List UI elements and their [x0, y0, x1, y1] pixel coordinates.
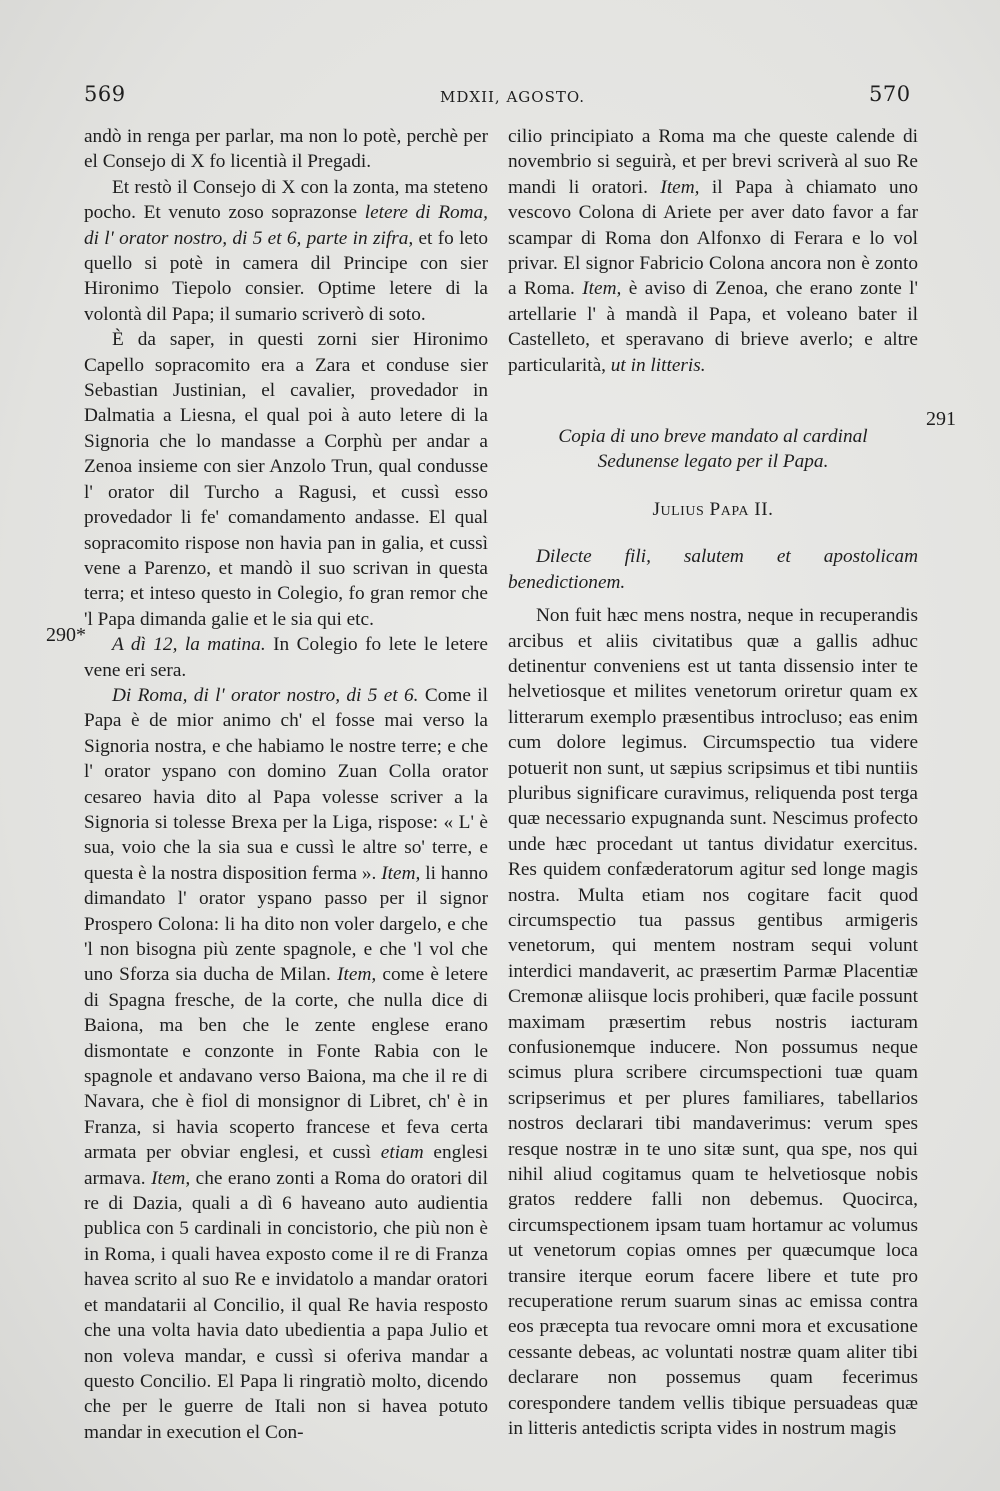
right-column: [508, 124, 918, 1442]
paragraph: È da saper, in questi zorni sier Hironimo Capello sopracomito era a Zara et conduse sier Sebastian Justinian, el cavalier, provedador in Dalmatia a Liesna, el qual poi à auto letere di la Signoria che lo mandasse a Corphù per andar a Zenoa insieme con sier Anzolo Trun, qual condusse l' orator dil Turcho a Ragusi, et cussì esso provedador li fe' comandamento andasse. El qual sopracomito rispose non havia pan in galia, et cussì vene a Parenzo, et mandò il suo scrivan in questa terra; et inteso questo in Colegio, fo gran remor che 'l Papa dimanda galie et le sia qui etc.: [84, 329, 488, 630]
page-number-left: 569: [84, 82, 126, 106]
paragraph: A dì 12, la matina. In Colegio fo lete le letere vene eri sera.: [84, 634, 488, 681]
column-divider: [496, 124, 497, 1404]
breve-body: Non fuit hæc mens nostra, neque in recuperandis arcibus et aliis civitatibus quæ a gallis adhuc detinentur conveniens est ut tanta dissensio inter te helvetiosque et milites venetorum oriretur quam ex litterarum exemplo præsentibus introcluso; eas enim cum dolore legimus. Circumspectio tua videre potuerit non sunt, ut sæpius scripsimus et tibi nuntiis pluribus significare curavimus, reliquenda post terga quæ necessario expugnanda sunt. Nescimus profecto unde hæc procedant ut tantus dividatur exercitus. Res quidem confæderatorum agitur sed longe magis nostra. Multa etiam nos cogitare facit quod circumspectio tua passus gentibus armigeris venetorum, qui mentem nostram sequi volunt interdici mandaverit, ac præsertim Parmæ Placentiæ Cremonæ aliisque locis prohiberi, quæ facile possunt maximam præsertim rebus nostris iacturam confusionemque inducere. Non possumus neque scimus plura scribere circumspectioni tuæ quam scripserimus et per plures familiares, tabellarios nostros declarari tibi mandaverimus: verum spes resque nostræ in te uno sitæ sunt, qua spe, nos qui nihil aliud cogitamus quam te helvetiosque nobis gratos reddere falli non debemus. Quocirca, circumspectionem ipsam tuam hortamur ac volumus ut venetorum copias omnes per quæcumque loca transire iterque eorum facere libere et tute pro recuperatione rerum suarum sinas ac emissa contra eos præcepta tua revocare omni mora et excusatione cessante debeas, ac voluntati nostræ quam aliter tibi declarare non possemus quam fecerimus corespondere tandem vellis tibique persuadeas quæ in litteris antedictis scripta vides in nostrum magis: [508, 605, 918, 1440]
document-author: Julius Papa II.: [652, 498, 774, 520]
left-column: [84, 124, 488, 1445]
running-title: MDXII, AGOSTO.: [440, 88, 586, 106]
salutation: Dilecte fili, salutem et apostolicam benedictionem.: [508, 546, 918, 593]
paragraph: cilio principiato a Roma ma che queste calende di novembrio si seguirà, et per brevi scriverà al suo Re mandi li oratori. Item, il Papa à chiamato uno vescovo Colona di Ariete per aver dato favor a far scampar di Roma don Alfonxo di Ferara e lo vol privar. El signor Fabricio Colona ancora non è zonto a Roma. Item, è aviso di Zenoa, che erano zonte l' artellarie l' à mandà il Papa, et voleano bater il Castelleto, et speravano di brieve averlo; e altre particularità, ut in litteris.: [508, 126, 918, 376]
document-title-line: Sedunense legato per il Papa.: [597, 451, 829, 473]
paragraph: Et restò il Consejo di X con la zonta, ma steteno pocho. Et venuto zoso soprazonse letere di Roma, di l' orator nostro, di 5 et 6, parte in zifra, et fo leto quello si potè in camera dil Principe con sier Hironimo Tiepolo consier. Optime letere di la volontà dil Papa; il sumario scriverò di soto.: [84, 176, 488, 325]
document-title-line: Copia di uno breve mandato al cardinal: [558, 426, 868, 448]
margin-note-left: 290*: [46, 624, 86, 646]
paragraph: Di Roma, di l' orator nostro, di 5 et 6. Come il Papa è de mior animo ch' el fosse mai verso la Signoria nostra, e che habiamo le nostre terre; e che l' orator yspano con domino Zuan Colla orator cesareo havia dito al Papa volesse scriver a la Signoria si tolesse Brexa per la Liga, rispose: « L' è sua, voio che la sia sua e cussì le altre so' terre, e questa è la nostra disposition ferma ». Item, li hanno dimandato l' orator yspano passo per il signor Prospero Colona: li ha dito non voler dargelo, e che 'l non bisogna più zente spagnole, e che 'l vol che uno Sforza sia ducha de Milan. Item, come è letere di Spagna fresche, de la corte, che nulla dice di Baiona, ma ben che le zente englese erano dismontate e conzonte in Fonte Rabia con le spagnole et andavano verso Baiona, ma che il re di Navara, che è fiol di monsignor di Libret, ch' è in Franza, si havia scoperto francese et feva certa armata per obviar englesi, et cussì etiam englesi armava. Item, che erano zonti a Roma do oratori dil re di Dazia, quali a dì 6 haveano auto audientia publica con 5 cardinali in concistorio, che più non è in Roma, i quali havea exposto come il re di Franza havea scrito al suo Re e invidatolo a mandar oratori et mandatarii al Concilio, il qual Re havia resposto che una volta havia dato ubedientia a papa Julio et non voleva mandar, e cussì si oferiva mandar a questo Concilio. El Papa li ringratiò molto, dicendo che per le guerre de Itali non si havea potuto mandar in execution el Con-: [84, 684, 488, 1443]
page-number-right: 570: [869, 82, 911, 106]
paragraph: andò in renga per parlar, ma non lo potè, perchè per el Consejo di X fo licentià il Pregadi.: [84, 126, 488, 173]
margin-note-right: 291: [926, 408, 956, 430]
